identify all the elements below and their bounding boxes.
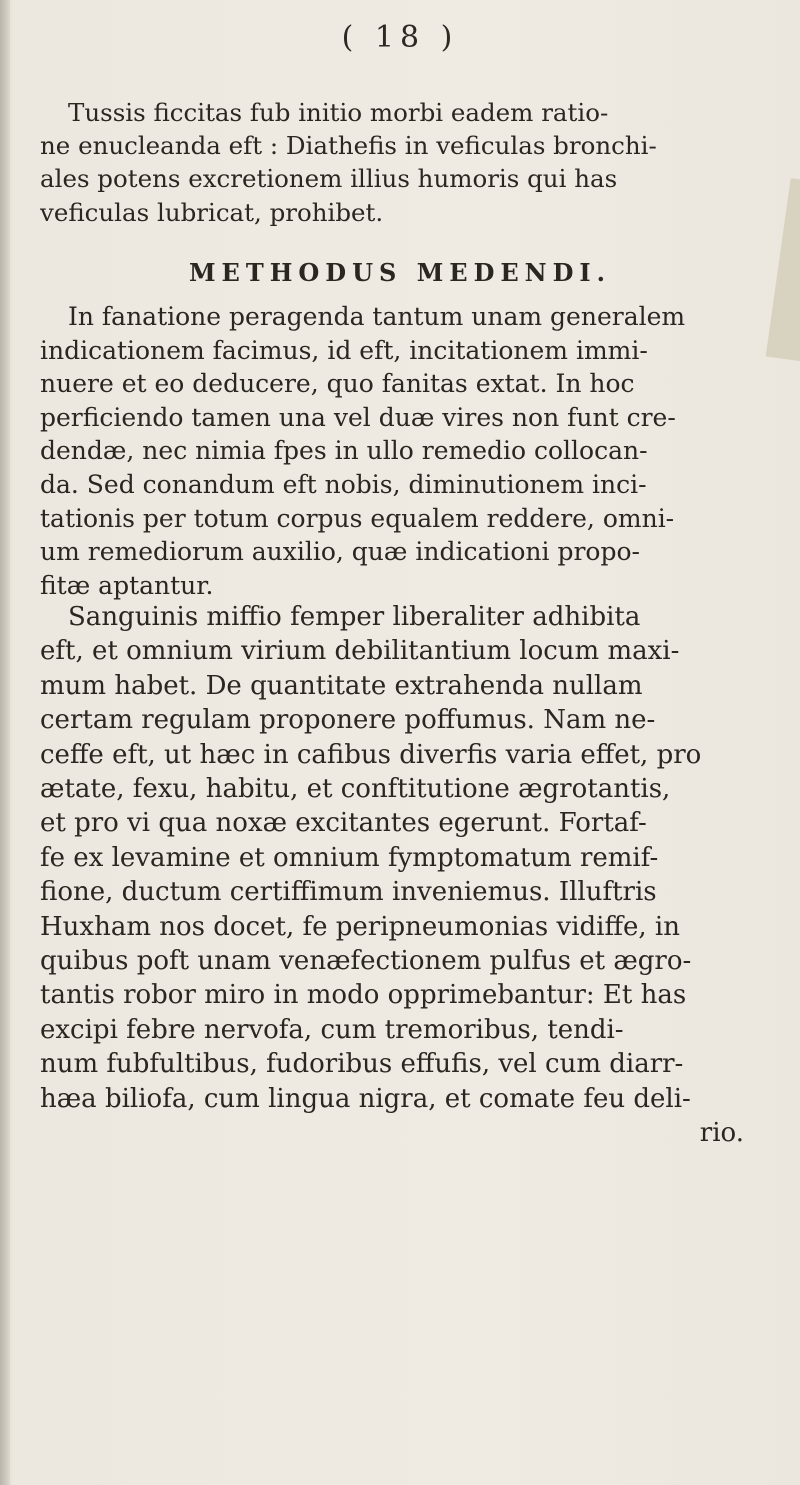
paragraph-tussis (40, 96, 770, 229)
text-line: et pro vi qua noxæ excitantes egerunt. Fortaf- (40, 808, 647, 839)
text-line: ætate, fexu, habitu, et conftitutione ægrotantis, (40, 774, 671, 805)
page-spine-shadow (0, 0, 10, 1485)
paragraph-sanatione (40, 300, 770, 602)
text-line: mum habet. De quantitate extrahenda nullam (40, 670, 643, 701)
text-line: quibus poft unam venæfectionem pulfus et ægro- (40, 946, 692, 977)
text-line: num fubfultibus, fudoribus effufis, vel cum diarr- (40, 1049, 684, 1080)
text-line: fione, ductum certiffimum inveniemus. Illuftris (40, 877, 657, 908)
text-line: excipi febre nervofa, cum tremoribus, tendi- (40, 1014, 624, 1045)
text-line: um remediorum auxilio, quæ indicationi propo- (40, 537, 640, 567)
page-number: ( 18 ) (341, 20, 459, 55)
paragraph-sanguinis (40, 600, 770, 1151)
text-line: tantis robor miro in modo opprimebantur: Et has (40, 980, 687, 1011)
text-line: nuere et eo deducere, quo fanitas extat. In hoc (40, 369, 635, 399)
text-line: tationis per totum corpus equalem reddere, omni- (40, 503, 675, 533)
text-line: Sanguinis miffio femper liberaliter adhibita (68, 602, 641, 632)
text-line: certam regulam proponere poffumus. Nam ne- (40, 705, 656, 736)
text-line: ne enucleanda eft : Diathefis in veficulas bronchi- (40, 131, 657, 161)
text-line: perficiendo tamen una vel duæ vires non funt cre- (40, 402, 676, 432)
text-line: ceffe eft, ut hæc in cafibus diverfis varia effet, pro (40, 739, 702, 770)
text-line: hæa biliofa, cum lingua nigra, et comate feu deli- (40, 1083, 691, 1114)
text-line: eft, et omnium virium debilitantium locum maxi- (40, 636, 680, 667)
text-line: In fanatione peragenda tantum unam generalem (68, 302, 686, 331)
section-heading: METHODUS MEDENDI. (188, 258, 612, 287)
text-line: veficulas lubricat, prohibet. (40, 197, 384, 227)
text-line: ales potens excretionem illius humoris qui has (40, 164, 618, 194)
catchword: rio. (699, 1118, 744, 1149)
text-line: indicationem facimus, id eft, incitationem immi- (40, 335, 648, 365)
text-line: Tussis ficcitas fub initio morbi eadem ratio- (68, 98, 609, 127)
text-line: dendæ, nec nimia fpes in ullo remedio collocan- (40, 436, 648, 466)
text-line: da. Sed conandum eft nobis, diminutionem inci- (40, 469, 647, 499)
text-line: fe ex levamine et omnium fymptomatum remif- (40, 842, 659, 873)
text-line: fitæ aptantur. (40, 570, 214, 600)
text-line: Huxham nos docet, fe peripneumonias vidiffe, in (40, 911, 680, 942)
